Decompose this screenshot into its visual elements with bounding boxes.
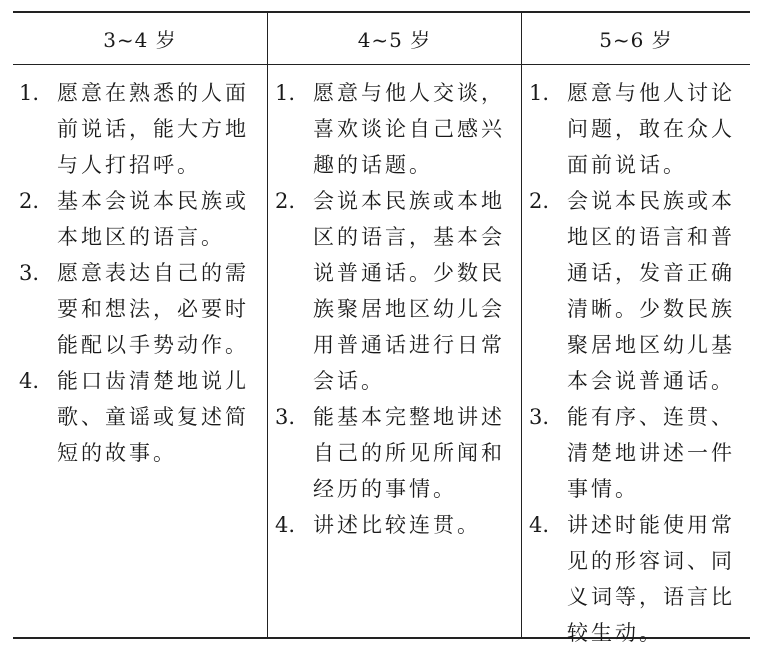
list-item [529,507,749,651]
item-number: 1. [529,81,550,105]
item-line: 愿意与他人讨论 [567,81,735,105]
item-line: 较生动。 [567,621,663,645]
item-text [57,183,263,255]
item-line: 能基本完整地讲述 [313,405,505,429]
item-line: 讲述比较连贯。 [313,513,481,537]
item-number: 2. [19,189,40,213]
item-line: 见的形容词、同 [567,549,735,573]
list-item [19,363,263,471]
item-line: 会说本民族或本地 [313,189,505,213]
item-line: 聚居地区幼儿基 [567,333,735,357]
column-header-3-4: 3~4 岁 [103,28,177,52]
list-item [19,183,263,255]
item-line: 自己的所见所闻和 [313,441,505,465]
item-line: 前说话，能大方地 [57,117,249,141]
item-line: 面前说话。 [567,153,687,177]
item-line: 讲述时能使用常 [567,513,735,537]
item-line: 愿意表达自己的需 [57,261,249,285]
item-number: 4. [275,513,296,537]
item-number: 3. [19,261,40,285]
column-3-4-items [19,75,263,471]
item-text [313,75,515,183]
header-rule [13,64,750,65]
item-line: 通话，发音正确 [567,261,735,285]
list-item [275,507,515,543]
column-4-5-items [275,75,515,543]
item-line: 与人打招呼。 [57,153,201,177]
item-line: 短的故事。 [57,441,177,465]
item-line: 地区的语言和普 [567,225,735,249]
item-text [313,183,515,399]
list-item [275,183,515,399]
item-line: 经历的事情。 [313,477,457,501]
item-line: 说普通话。少数民 [313,261,505,285]
item-line: 能配以手势动作。 [57,333,249,357]
item-line: 本地区的语言。 [57,225,225,249]
item-number: 4. [529,513,550,537]
item-number: 2. [275,189,296,213]
item-number: 1. [275,81,296,105]
item-line: 愿意与他人交谈， [313,81,505,105]
item-text [57,255,263,363]
item-line: 族聚居地区幼儿会 [313,297,505,321]
column-5-6-items [529,75,749,651]
item-line: 能口齿清楚地说儿 [57,369,249,393]
list-item [19,255,263,363]
item-line: 区的语言，基本会 [313,225,505,249]
column-divider [521,11,522,639]
item-text [313,399,515,507]
item-number: 3. [275,405,296,429]
item-line: 喜欢谈论自己感兴 [313,117,505,141]
item-line: 本会说普通话。 [567,369,735,393]
item-number: 1. [19,81,40,105]
item-text [567,507,749,651]
list-item [275,75,515,183]
item-text [567,399,749,507]
item-line: 清楚地讲述一件 [567,441,735,465]
list-item [529,183,749,399]
item-text [567,183,749,399]
item-line: 义词等，语言比 [567,585,735,609]
item-text [567,75,749,183]
item-line: 愿意在熟悉的人面 [57,81,249,105]
item-text [57,363,263,471]
item-line: 歌、童谣或复述简 [57,405,249,429]
column-header-5-6: 5~6 岁 [599,28,673,52]
list-item [19,75,263,183]
list-item [275,399,515,507]
item-line: 会话。 [313,369,385,393]
item-line: 事情。 [567,477,639,501]
item-line: 用普通话进行日常 [313,333,505,357]
item-line: 要和想法，必要时 [57,297,249,321]
item-line: 问题，敢在众人 [567,117,735,141]
column-header-4-5: 4~5 岁 [357,28,432,52]
item-text [313,507,515,543]
item-number: 4. [19,369,40,393]
list-item [529,75,749,183]
item-line: 会说本民族或本 [567,189,735,213]
item-line: 基本会说本民族或 [57,189,249,213]
item-line: 趣的话题。 [313,153,433,177]
list-item [529,399,749,507]
item-line: 能有序、连贯、 [567,405,735,429]
language-goals-table [13,11,750,645]
item-line: 清晰。少数民族 [567,297,735,321]
column-divider [267,11,268,639]
item-text [57,75,263,183]
item-number: 3. [529,405,550,429]
item-number: 2. [529,189,550,213]
